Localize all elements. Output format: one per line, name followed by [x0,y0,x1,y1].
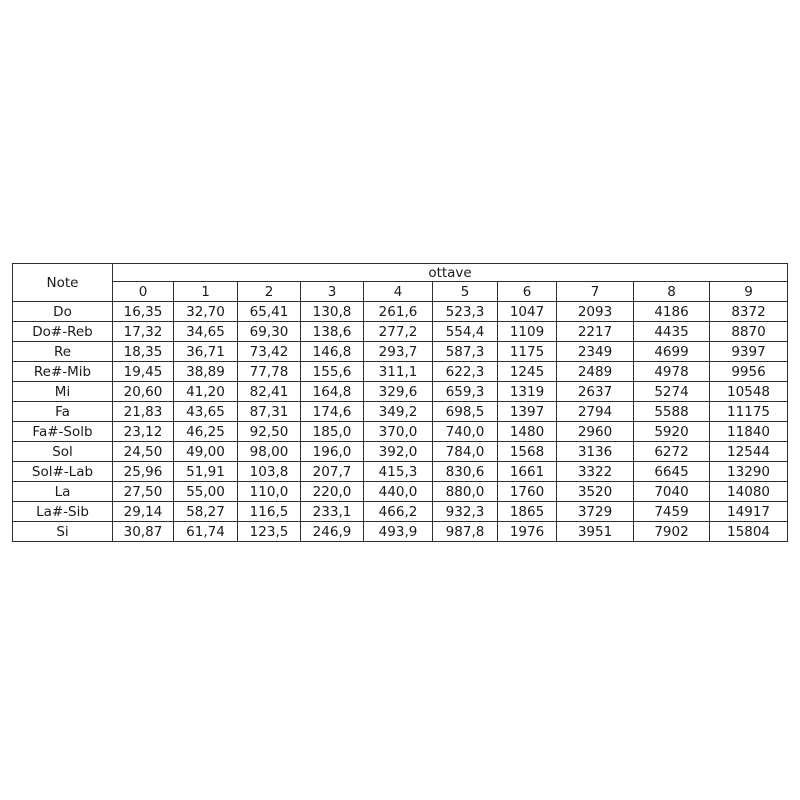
frequency-cell: 1976 [498,522,557,542]
frequency-cell: 174,6 [301,402,364,422]
frequency-cell: 554,4 [433,322,498,342]
frequency-cell: 11840 [710,422,788,442]
frequency-cell: 9397 [710,342,788,362]
note-frequency-table [12,263,788,542]
frequency-cell: 523,3 [433,302,498,322]
octave-column-header: 1 [174,282,238,302]
frequency-cell: 466,2 [364,502,433,522]
table-row [13,362,788,382]
frequency-cell: 32,70 [174,302,238,322]
frequency-cell: 987,8 [433,522,498,542]
frequency-cell: 740,0 [433,422,498,442]
note-name-cell: Sol#-Lab [13,462,113,482]
frequency-cell: 43,65 [174,402,238,422]
frequency-cell: 7040 [634,482,710,502]
frequency-cell: 932,3 [433,502,498,522]
frequency-cell: 3136 [557,442,634,462]
frequency-cell: 36,71 [174,342,238,362]
frequency-cell: 1319 [498,382,557,402]
table-row [13,522,788,542]
frequency-cell: 23,12 [113,422,174,442]
frequency-cell: 220,0 [301,482,364,502]
note-name-cell: Re [13,342,113,362]
frequency-cell: 15804 [710,522,788,542]
frequency-cell: 392,0 [364,442,433,462]
frequency-cell: 24,50 [113,442,174,462]
octave-column-header: 9 [710,282,788,302]
frequency-cell: 587,3 [433,342,498,362]
table-row [13,482,788,502]
frequency-cell: 415,3 [364,462,433,482]
frequency-cell: 1661 [498,462,557,482]
frequency-cell: 51,91 [174,462,238,482]
frequency-cell: 196,0 [301,442,364,462]
frequency-cell: 9956 [710,362,788,382]
frequency-cell: 146,8 [301,342,364,362]
frequency-cell: 12544 [710,442,788,462]
frequency-cell: 440,0 [364,482,433,502]
frequency-cell: 493,9 [364,522,433,542]
frequency-cell: 784,0 [433,442,498,462]
note-name-cell: Sol [13,442,113,462]
frequency-cell: 1865 [498,502,557,522]
frequency-cell: 329,6 [364,382,433,402]
frequency-cell: 20,60 [113,382,174,402]
frequency-cell: 1047 [498,302,557,322]
frequency-cell: 130,8 [301,302,364,322]
frequency-cell: 10548 [710,382,788,402]
frequency-cell: 830,6 [433,462,498,482]
frequency-cell: 6272 [634,442,710,462]
frequency-cell: 19,45 [113,362,174,382]
table-row [13,502,788,522]
frequency-cell: 5588 [634,402,710,422]
frequency-cell: 41,20 [174,382,238,402]
frequency-cell: 116,5 [238,502,301,522]
frequency-cell: 880,0 [433,482,498,502]
table-body [13,302,788,542]
frequency-cell: 3322 [557,462,634,482]
frequency-cell: 277,2 [364,322,433,342]
octave-column-header: 8 [634,282,710,302]
frequency-cell: 3520 [557,482,634,502]
frequency-cell: 2217 [557,322,634,342]
frequency-cell: 7459 [634,502,710,522]
table-row [13,422,788,442]
frequency-cell: 370,0 [364,422,433,442]
octave-column-header: 5 [433,282,498,302]
frequency-cell: 16,35 [113,302,174,322]
frequency-cell: 659,3 [433,382,498,402]
frequency-cell: 46,25 [174,422,238,442]
frequency-cell: 21,83 [113,402,174,422]
frequency-cell: 14917 [710,502,788,522]
frequency-cell: 164,8 [301,382,364,402]
frequency-cell: 1109 [498,322,557,342]
note-column-header: Note [13,264,113,302]
frequency-cell: 246,9 [301,522,364,542]
frequency-cell: 77,78 [238,362,301,382]
frequency-cell: 1568 [498,442,557,462]
frequency-cell: 110,0 [238,482,301,502]
frequency-cell: 4186 [634,302,710,322]
frequency-cell: 34,65 [174,322,238,342]
table-row [13,302,788,322]
note-name-cell: La [13,482,113,502]
octave-column-header: 0 [113,282,174,302]
frequency-cell: 1480 [498,422,557,442]
frequency-cell: 4978 [634,362,710,382]
frequency-cell: 6645 [634,462,710,482]
frequency-cell: 207,7 [301,462,364,482]
frequency-cell: 61,74 [174,522,238,542]
frequency-cell: 14080 [710,482,788,502]
frequency-cell: 349,2 [364,402,433,422]
note-name-cell: Do#-Reb [13,322,113,342]
octave-column-header: 2 [238,282,301,302]
frequency-cell: 138,6 [301,322,364,342]
frequency-cell: 25,96 [113,462,174,482]
frequency-cell: 98,00 [238,442,301,462]
frequency-cell: 698,5 [433,402,498,422]
frequency-cell: 293,7 [364,342,433,362]
table-row [13,342,788,362]
frequency-cell: 103,8 [238,462,301,482]
note-name-cell: La#-Sib [13,502,113,522]
frequency-cell: 2489 [557,362,634,382]
octave-group-header: ottave [113,264,788,282]
frequency-cell: 2349 [557,342,634,362]
frequency-cell: 8870 [710,322,788,342]
frequency-cell: 155,6 [301,362,364,382]
frequency-cell: 3729 [557,502,634,522]
note-name-cell: Mi [13,382,113,402]
frequency-cell: 82,41 [238,382,301,402]
frequency-cell: 5920 [634,422,710,442]
frequency-cell: 4435 [634,322,710,342]
header-row-top [13,264,788,282]
frequency-cell: 1760 [498,482,557,502]
frequency-cell: 2093 [557,302,634,322]
frequency-cell: 11175 [710,402,788,422]
octave-column-header: 7 [557,282,634,302]
octave-column-header: 3 [301,282,364,302]
frequency-cell: 2637 [557,382,634,402]
frequency-cell: 261,6 [364,302,433,322]
frequency-cell: 5274 [634,382,710,402]
frequency-cell: 123,5 [238,522,301,542]
frequency-cell: 17,32 [113,322,174,342]
frequency-cell: 73,42 [238,342,301,362]
frequency-cell: 3951 [557,522,634,542]
note-name-cell: Re#-Mib [13,362,113,382]
frequency-cell: 87,31 [238,402,301,422]
frequency-cell: 311,1 [364,362,433,382]
table-row [13,402,788,422]
octave-column-header: 4 [364,282,433,302]
note-name-cell: Fa#-Solb [13,422,113,442]
frequency-cell: 622,3 [433,362,498,382]
frequency-cell: 8372 [710,302,788,322]
frequency-cell: 55,00 [174,482,238,502]
note-name-cell: Si [13,522,113,542]
table-row [13,462,788,482]
octave-column-header: 6 [498,282,557,302]
frequency-cell: 233,1 [301,502,364,522]
frequency-cell: 1175 [498,342,557,362]
note-name-cell: Do [13,302,113,322]
frequency-cell: 18,35 [113,342,174,362]
frequency-cell: 1397 [498,402,557,422]
frequency-cell: 92,50 [238,422,301,442]
frequency-cell: 4699 [634,342,710,362]
table-row [13,442,788,462]
frequency-cell: 69,30 [238,322,301,342]
frequency-cell: 49,00 [174,442,238,462]
frequency-cell: 27,50 [113,482,174,502]
note-name-cell: Fa [13,402,113,422]
frequency-cell: 30,87 [113,522,174,542]
frequency-cell: 13290 [710,462,788,482]
frequency-cell: 38,89 [174,362,238,382]
frequency-cell: 29,14 [113,502,174,522]
frequency-cell: 7902 [634,522,710,542]
frequency-cell: 1245 [498,362,557,382]
octave-columns-row [13,282,788,302]
frequency-cell: 2794 [557,402,634,422]
frequency-cell: 185,0 [301,422,364,442]
frequency-cell: 58,27 [174,502,238,522]
table-row [13,382,788,402]
table-row [13,322,788,342]
frequency-cell: 65,41 [238,302,301,322]
frequency-cell: 2960 [557,422,634,442]
